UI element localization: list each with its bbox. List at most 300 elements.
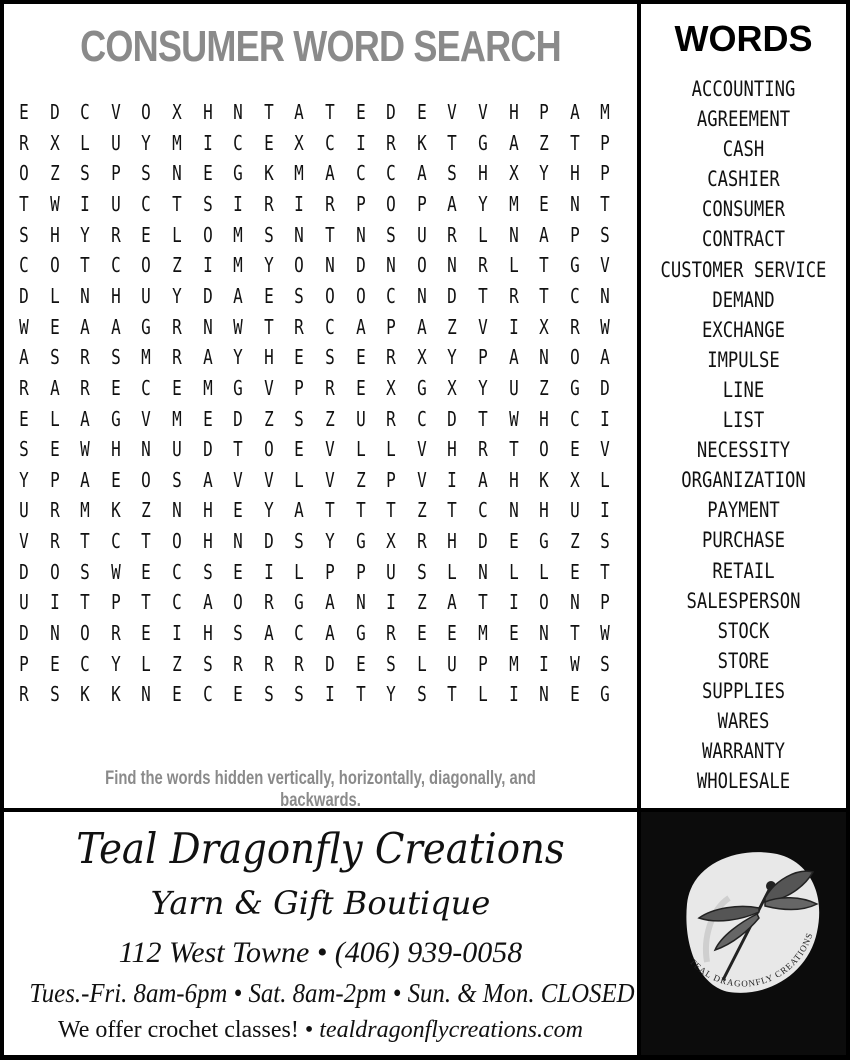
- grid-letter: D: [19, 283, 29, 308]
- grid-letter: G: [294, 590, 305, 615]
- grid-letter: U: [416, 222, 427, 247]
- business-subtitle: Yarn & Gift Boutique: [150, 884, 491, 922]
- grid-letter: S: [386, 222, 396, 247]
- grid-letter: I: [447, 467, 458, 492]
- grid-letter: M: [172, 130, 182, 155]
- grid-letter: L: [141, 651, 152, 676]
- grid-letter: E: [141, 621, 152, 646]
- grid-letter: A: [569, 100, 580, 124]
- grid-letter: Y: [172, 283, 182, 308]
- grid-letter: L: [294, 467, 305, 492]
- classes-line: [4, 1017, 637, 1044]
- grid-letter: I: [233, 191, 243, 216]
- word-bank-title: WORDS: [674, 18, 813, 59]
- grid-letter: V: [325, 467, 335, 492]
- grid-letter: O: [569, 345, 580, 370]
- grid-letter: S: [263, 682, 274, 707]
- grid-letter: Z: [49, 161, 60, 186]
- grid-letter: N: [202, 314, 213, 339]
- grid-letter: W: [233, 314, 243, 339]
- grid-letter: S: [110, 345, 121, 370]
- grid-letter: E: [355, 100, 366, 124]
- grid-letter: E: [263, 130, 274, 155]
- grid-letter: H: [508, 467, 519, 492]
- grid-letter: A: [416, 161, 427, 186]
- grid-letter: P: [416, 191, 427, 216]
- grid-letter: H: [539, 406, 549, 431]
- grid-letter: C: [172, 559, 182, 584]
- grid-letter: A: [447, 191, 458, 216]
- grid-letter: H: [539, 498, 549, 523]
- grid-letter: H: [202, 498, 213, 523]
- grid-letter: U: [386, 559, 396, 584]
- grid-letter: Y: [325, 529, 335, 554]
- grid-letter: R: [478, 253, 488, 278]
- grid-letter: O: [202, 222, 213, 247]
- grid-letter: N: [355, 222, 366, 247]
- grid-letter: T: [80, 590, 90, 615]
- grid-letter: O: [49, 559, 60, 584]
- grid-letter: W: [49, 191, 60, 216]
- grid-letter: A: [263, 621, 274, 646]
- grid-letter: N: [386, 253, 396, 278]
- grid-letter: N: [294, 222, 305, 247]
- grid-letter: W: [80, 437, 90, 462]
- grid-letter: Z: [172, 253, 182, 278]
- grid-letter: H: [447, 437, 458, 462]
- grid-letter: T: [447, 498, 458, 523]
- grid-letter: E: [263, 283, 274, 308]
- grid-letter: Z: [569, 529, 580, 554]
- grid-letter: W: [19, 314, 29, 339]
- grid-letter: H: [478, 161, 488, 186]
- word-list-item: IMPULSE: [707, 347, 780, 372]
- grid-letter: I: [294, 191, 305, 216]
- grid-letter: N: [172, 161, 182, 186]
- grid-letter: S: [141, 161, 152, 186]
- grid-letter: S: [172, 467, 182, 492]
- grid-letter: O: [19, 161, 29, 186]
- grid-letter: N: [233, 100, 243, 124]
- grid-letter: R: [478, 437, 488, 462]
- grid-letter: A: [478, 467, 488, 492]
- grid-letter: A: [110, 314, 121, 339]
- grid-letter: T: [539, 283, 549, 308]
- grid-letter: T: [478, 283, 488, 308]
- grid-letter: V: [416, 467, 427, 492]
- grid-letter: I: [600, 406, 611, 431]
- grid-letter: R: [325, 375, 335, 400]
- grid-letter: H: [110, 283, 121, 308]
- grid-letter: N: [600, 283, 611, 308]
- grid-letter: A: [19, 345, 29, 370]
- puzzle-instructions: Find the words hidden vertically, horizontally, diagonally, and backwards.: [105, 768, 536, 811]
- grid-letter: V: [600, 253, 611, 278]
- grid-letter: G: [539, 529, 549, 554]
- grid-letter: W: [110, 559, 121, 584]
- grid-letter: A: [80, 406, 90, 431]
- grid-letter: E: [569, 437, 580, 462]
- grid-letter: A: [294, 100, 305, 124]
- grid-letter: X: [569, 467, 580, 492]
- grid-letter: K: [80, 682, 90, 707]
- grid-letter: C: [569, 406, 580, 431]
- grid-letter: O: [172, 529, 182, 554]
- grid-letter: E: [49, 437, 60, 462]
- grid-letter: E: [569, 559, 580, 584]
- grid-letter: A: [80, 467, 90, 492]
- grid-letter: C: [80, 100, 90, 124]
- grid-letter: R: [325, 191, 335, 216]
- grid-letter: R: [49, 498, 60, 523]
- grid-letter: T: [141, 590, 152, 615]
- grid-letter: N: [539, 345, 549, 370]
- grid-letter: C: [386, 161, 396, 186]
- grid-letter: O: [539, 437, 549, 462]
- grid-letter: K: [263, 161, 274, 186]
- grid-letter: Y: [233, 345, 243, 370]
- grid-letter: O: [233, 590, 243, 615]
- grid-letter: P: [294, 375, 305, 400]
- word-list-item: LIST: [722, 408, 765, 433]
- grid-letter: I: [355, 130, 366, 155]
- word-list-item: WARES: [717, 708, 770, 733]
- grid-letter: E: [416, 100, 427, 124]
- grid-letter: A: [202, 467, 213, 492]
- grid-letter: M: [508, 191, 519, 216]
- grid-letter: G: [416, 375, 427, 400]
- grid-letter: R: [416, 529, 427, 554]
- grid-letter: O: [141, 100, 152, 124]
- grid-letter: R: [569, 314, 580, 339]
- grid-letter: C: [172, 590, 182, 615]
- logo-text: TEAL DRAGONFLY CREATIONS: [687, 931, 815, 989]
- grid-letter: S: [19, 437, 29, 462]
- grid-letter: E: [110, 467, 121, 492]
- grid-letter: G: [569, 375, 580, 400]
- grid-letter: T: [386, 498, 396, 523]
- grid-letter: D: [202, 437, 213, 462]
- grid-letter: N: [447, 253, 458, 278]
- grid-letter: E: [141, 222, 152, 247]
- grid-letter: Y: [263, 498, 274, 523]
- word-list-item: ACCOUNTING: [691, 77, 796, 101]
- grid-letter: D: [263, 529, 274, 554]
- grid-letter: T: [600, 191, 611, 216]
- grid-letter: S: [202, 559, 213, 584]
- word-list-item: STORE: [717, 648, 770, 673]
- business-name: Teal Dragonfly Creations: [76, 824, 565, 873]
- business-hours: Tues.-Fri. 8am-6pm • Sat. 8am-2pm • Sun. & Mon. CLOSED: [29, 978, 635, 1008]
- grid-letter: R: [386, 345, 396, 370]
- grid-letter: C: [569, 283, 580, 308]
- grid-letter: X: [447, 375, 458, 400]
- grid-letter: S: [416, 559, 427, 584]
- word-list-item: WARRANTY: [702, 739, 785, 764]
- grid-letter: T: [263, 314, 274, 339]
- grid-letter: U: [19, 498, 29, 523]
- grid-letter: M: [508, 651, 519, 676]
- grid-letter: X: [386, 375, 396, 400]
- grid-letter: T: [539, 253, 549, 278]
- grid-letter: Z: [325, 406, 335, 431]
- word-list-item: NECESSITY: [696, 438, 791, 463]
- grid-letter: E: [233, 498, 243, 523]
- grid-letter: T: [263, 100, 274, 124]
- grid-letter: L: [386, 437, 396, 462]
- grid-letter: R: [110, 222, 121, 247]
- grid-letter: I: [539, 651, 549, 676]
- grid-letter: G: [233, 161, 243, 186]
- grid-letter: T: [569, 621, 580, 646]
- word-bank-panel: [641, 4, 846, 808]
- grid-letter: N: [478, 559, 488, 584]
- grid-letter: T: [141, 529, 152, 554]
- grid-letter: A: [416, 314, 427, 339]
- grid-letter: P: [355, 191, 366, 216]
- grid-letter: G: [355, 621, 366, 646]
- grid-letter: P: [569, 222, 580, 247]
- grid-letter: S: [600, 651, 611, 676]
- grid-letter: K: [110, 498, 121, 523]
- word-list-item: RETAIL: [712, 558, 775, 583]
- word-list-item: DEMAND: [712, 287, 775, 312]
- grid-letter: A: [233, 283, 243, 308]
- grid-letter: D: [447, 406, 458, 431]
- grid-letter: S: [49, 345, 60, 370]
- grid-letter: X: [386, 529, 396, 554]
- grid-letter: C: [233, 130, 243, 155]
- grid-letter: O: [539, 590, 549, 615]
- grid-letter: O: [416, 253, 427, 278]
- grid-letter: A: [202, 345, 213, 370]
- grid-letter: N: [539, 621, 549, 646]
- grid-letter: O: [49, 253, 60, 278]
- grid-letter: O: [386, 191, 396, 216]
- grid-letter: N: [355, 590, 366, 615]
- grid-letter: U: [110, 130, 121, 155]
- grid-letter: X: [539, 314, 549, 339]
- grid-letter: E: [19, 100, 29, 124]
- grid-letter: R: [19, 682, 29, 707]
- grid-letter: R: [294, 314, 305, 339]
- grid-letter: C: [141, 191, 152, 216]
- advertisement: [4, 812, 637, 1055]
- grid-letter: Y: [386, 682, 396, 707]
- grid-letter: Y: [80, 222, 90, 247]
- grid-letter: S: [19, 222, 29, 247]
- grid-letter: D: [19, 621, 29, 646]
- grid-letter: R: [110, 621, 121, 646]
- website-link[interactable]: tealdragonflycreations.com: [319, 1017, 583, 1043]
- grid-letter: I: [508, 590, 519, 615]
- grid-letter: C: [110, 253, 121, 278]
- grid-letter: H: [110, 437, 121, 462]
- puzzle-title: CONSUMER WORD SEARCH: [80, 22, 561, 71]
- grid-letter: R: [508, 283, 519, 308]
- grid-letter: M: [233, 222, 243, 247]
- grid-letter: N: [539, 682, 549, 707]
- grid-letter: S: [386, 651, 396, 676]
- grid-letter: C: [202, 682, 213, 707]
- grid-letter: M: [202, 375, 213, 400]
- grid-letter: S: [49, 682, 60, 707]
- grid-letter: T: [508, 437, 519, 462]
- grid-letter: Z: [263, 406, 274, 431]
- grid-letter: P: [110, 161, 121, 186]
- grid-letter: N: [569, 590, 580, 615]
- grid-letter: I: [600, 498, 611, 523]
- grid-letter: S: [325, 345, 335, 370]
- grid-letter: V: [325, 437, 335, 462]
- classes-text: We offer crochet classes! •: [58, 1017, 314, 1043]
- word-list-item: ORGANIZATION: [681, 468, 806, 493]
- grid-letter: U: [19, 590, 29, 615]
- word-list-item: AGREEMENT: [696, 107, 791, 132]
- grid-letter: G: [600, 682, 611, 707]
- grid-letter: I: [325, 682, 335, 707]
- grid-letter: X: [416, 345, 427, 370]
- grid-letter: A: [325, 161, 335, 186]
- grid-letter: Y: [19, 467, 29, 492]
- grid-letter: V: [600, 437, 611, 462]
- grid-letter: K: [539, 467, 549, 492]
- grid-letter: R: [80, 345, 90, 370]
- grid-letter: D: [19, 559, 29, 584]
- grid-letter: S: [80, 161, 90, 186]
- grid-letter: R: [19, 130, 29, 155]
- grid-letter: G: [233, 375, 243, 400]
- grid-letter: V: [110, 100, 121, 124]
- grid-letter: V: [263, 467, 274, 492]
- grid-letter: H: [202, 529, 213, 554]
- grid-letter: S: [294, 682, 305, 707]
- grid-letter: S: [202, 191, 213, 216]
- grid-letter: L: [478, 222, 488, 247]
- grid-letter: T: [172, 191, 182, 216]
- grid-letter: R: [447, 222, 458, 247]
- grid-letter: P: [600, 590, 611, 615]
- grid-letter: S: [233, 621, 243, 646]
- grid-letter: C: [325, 314, 335, 339]
- grid-letter: G: [110, 406, 121, 431]
- grid-letter: I: [508, 682, 519, 707]
- grid-letter: Y: [478, 191, 488, 216]
- grid-letter: A: [447, 590, 458, 615]
- grid-letter: R: [386, 406, 396, 431]
- grid-letter: K: [110, 682, 121, 707]
- grid-letter: T: [325, 498, 335, 523]
- grid-letter: E: [355, 651, 366, 676]
- grid-letter: T: [233, 437, 243, 462]
- grid-letter: K: [416, 130, 427, 155]
- grid-letter: L: [355, 437, 366, 462]
- grid-letter: R: [294, 651, 305, 676]
- grid-letter: D: [600, 375, 611, 400]
- grid-letter: E: [110, 375, 121, 400]
- grid-letter: V: [19, 529, 29, 554]
- grid-letter: M: [80, 498, 90, 523]
- grid-letter: A: [294, 498, 305, 523]
- grid-letter: L: [49, 283, 60, 308]
- word-list-item: CASH: [722, 137, 765, 162]
- grid-letter: N: [141, 437, 152, 462]
- grid-letter: Z: [539, 375, 549, 400]
- grid-letter: N: [49, 621, 60, 646]
- grid-letter: Y: [478, 375, 488, 400]
- grid-letter: H: [202, 621, 213, 646]
- word-list-item: STOCK: [717, 618, 770, 643]
- grid-letter: L: [508, 559, 519, 584]
- grid-letter: I: [263, 559, 274, 584]
- grid-letter: Z: [141, 498, 152, 523]
- grid-letter: I: [386, 590, 396, 615]
- grid-letter: O: [325, 283, 335, 308]
- dragonfly-logo: [641, 812, 846, 1055]
- grid-letter: C: [80, 651, 90, 676]
- grid-letter: N: [416, 283, 427, 308]
- grid-letter: X: [172, 100, 182, 124]
- grid-letter: E: [202, 161, 213, 186]
- grid-letter: O: [294, 253, 305, 278]
- grid-letter: E: [172, 375, 182, 400]
- word-list: [641, 74, 846, 796]
- grid-letter: A: [539, 222, 549, 247]
- grid-letter: E: [141, 559, 152, 584]
- grid-letter: T: [19, 191, 29, 216]
- grid-letter: A: [202, 590, 213, 615]
- word-list-item: LINE: [722, 377, 765, 402]
- grid-letter: V: [447, 100, 458, 124]
- grid-letter: M: [141, 345, 152, 370]
- grid-letter: O: [355, 283, 366, 308]
- grid-letter: U: [447, 651, 458, 676]
- word-list-item: EXCHANGE: [702, 317, 785, 342]
- grid-letter: L: [80, 130, 90, 155]
- grid-letter: L: [447, 559, 458, 584]
- grid-letter: S: [416, 682, 427, 707]
- grid-letter: W: [508, 406, 519, 431]
- grid-letter: T: [80, 253, 90, 278]
- grid-letter: L: [478, 682, 488, 707]
- grid-letter: Y: [141, 130, 152, 155]
- grid-letter: L: [539, 559, 549, 584]
- grid-letter: A: [325, 590, 335, 615]
- grid-letter: E: [508, 529, 519, 554]
- grid-letter: V: [478, 100, 488, 124]
- grid-letter: M: [600, 100, 611, 124]
- grid-letter: E: [447, 621, 458, 646]
- grid-letter: D: [325, 651, 335, 676]
- grid-letter: D: [355, 253, 366, 278]
- grid-letter: L: [508, 253, 519, 278]
- grid-letter: P: [600, 130, 611, 155]
- grid-letter: E: [416, 621, 427, 646]
- grid-letter: H: [263, 345, 274, 370]
- grid-letter: P: [386, 467, 396, 492]
- grid-letter: P: [355, 559, 366, 584]
- grid-letter: M: [478, 621, 488, 646]
- grid-letter: L: [49, 406, 60, 431]
- grid-letter: N: [508, 498, 519, 523]
- grid-letter: R: [386, 621, 396, 646]
- grid-letter: Y: [110, 651, 121, 676]
- grid-letter: N: [172, 498, 182, 523]
- grid-letter: C: [416, 406, 427, 431]
- grid-letter: I: [49, 590, 60, 615]
- grid-letter: P: [110, 590, 121, 615]
- grid-letter: C: [19, 253, 29, 278]
